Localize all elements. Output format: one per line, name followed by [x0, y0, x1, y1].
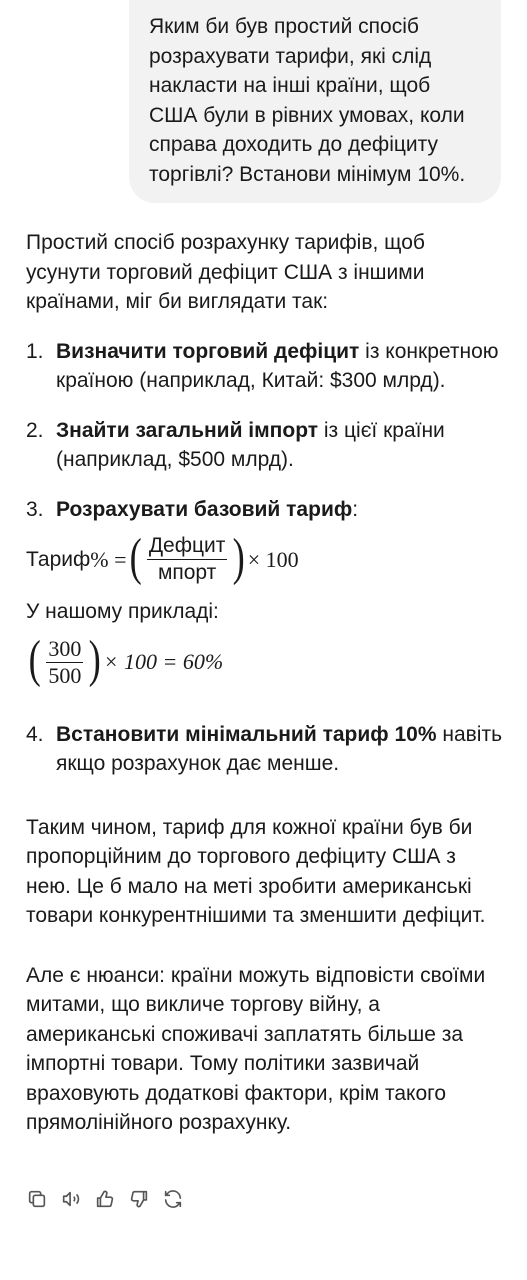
list-item-bold: Знайти загальний імпорт: [56, 418, 319, 442]
list-number: 3.: [26, 497, 44, 521]
formula-fraction: [144, 534, 231, 585]
answer-paragraph: Але є нюанси: країни можуть відповісти своїми митами, що викличе торгову війну, а американські споживачі заплатять більше за імпортні товари. Тому політики зазвичай враховують додаткові фактори, крім такого прямолінійного розрахунку.: [26, 963, 486, 1134]
right-paren: ): [232, 528, 246, 586]
regenerate-icon[interactable]: [162, 1188, 184, 1210]
tariff-formula: [26, 528, 504, 586]
list-item-text: :: [352, 497, 359, 521]
example-denominator: 500: [48, 662, 82, 688]
assistant-response: [26, 228, 504, 1138]
left-paren: (: [129, 528, 142, 586]
list-item-bold: Встановити мінімальний тариф 10%: [56, 722, 437, 746]
user-message-text: Яким би був простий спосіб розрахувати тарифи, які слід накласти на інші країни, щоб США були в рівних умовах, коли справа доходить до дефіциту торгівлі? Встанови мінімум 10%.: [149, 15, 466, 186]
list-item: [26, 495, 504, 525]
right-paren: ): [88, 631, 102, 688]
user-message-bubble: [129, 0, 501, 203]
example-label: У нашому прикладі:: [26, 600, 219, 623]
example-fraction: [43, 637, 86, 688]
list-item: [26, 720, 504, 779]
list-item-bold: Визначити торговий дефіцит: [56, 339, 360, 363]
formula-numerator: Дефцит: [147, 534, 228, 560]
example-formula: [26, 631, 504, 688]
formula-times: × 100: [247, 546, 299, 572]
thumbs-up-icon[interactable]: [94, 1188, 116, 1210]
list-item: [26, 337, 504, 396]
list-item-text: навіть якщо розрахунок дає менше.: [56, 722, 503, 775]
answer-intro: Простий спосіб розрахунку тарифів, щоб усунути торговий дефіцит США з іншими країнами, міг би виглядати так:: [26, 231, 425, 313]
list-item-text: із цієї країни (наприклад, $500 млрд).: [56, 418, 445, 471]
list-number: 2.: [26, 418, 44, 442]
thumbs-down-icon[interactable]: [128, 1188, 150, 1210]
message-actions: [26, 1188, 184, 1210]
copy-icon[interactable]: [26, 1188, 48, 1210]
list-item: [26, 416, 504, 475]
formula-lhs: Тариф: [26, 547, 91, 571]
left-paren: (: [28, 631, 41, 688]
speaker-icon[interactable]: [60, 1188, 82, 1210]
list-item-text: із конкретною країною (наприклад, Китай: $300 млрд).: [56, 339, 499, 392]
list-number: 1.: [26, 339, 44, 363]
formula-denominator: мпорт: [157, 561, 217, 584]
list-item-bold: Розрахувати базовий тариф: [56, 497, 353, 521]
list-number: 4.: [26, 722, 44, 746]
example-numerator: 300: [48, 635, 82, 661]
formula-equals: % =: [90, 546, 127, 572]
answer-paragraph: Таким чином, тариф для кожної країни був би пропорційним до торгового дефіциту США з нею. Це б мало на меті зробити американські товари конкурентнішими та зменшити дефіцит.: [26, 815, 486, 927]
example-result: × 100 = 60%: [103, 649, 224, 675]
